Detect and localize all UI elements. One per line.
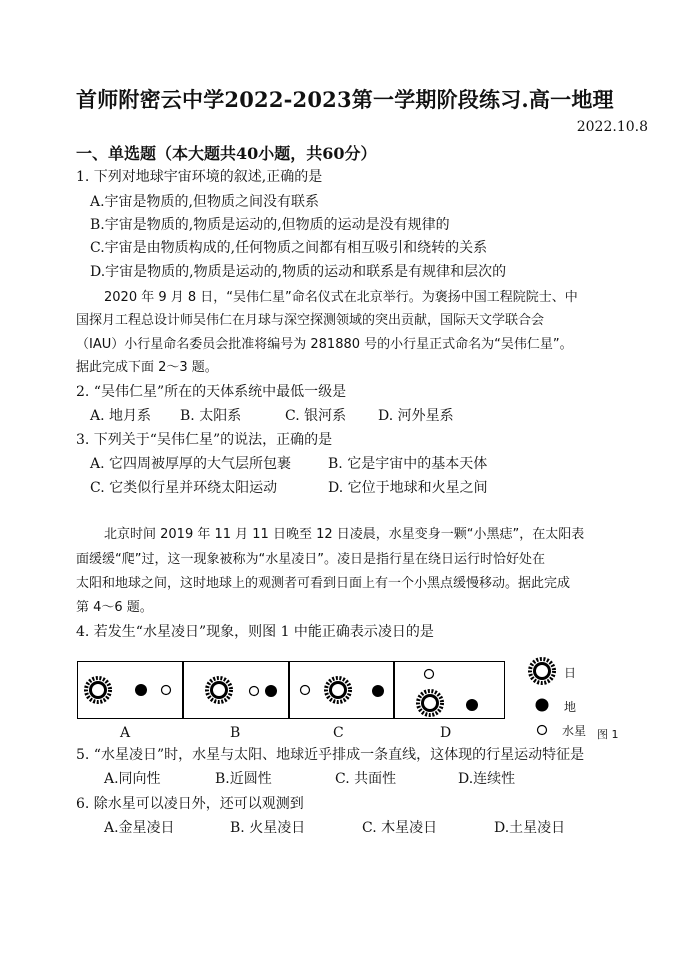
- question-2-option-c[interactable]: C. 银河系: [285, 408, 347, 424]
- figure-panel-label-a: A: [120, 725, 131, 741]
- question-6-option-c[interactable]: C. 木星凌日: [362, 820, 438, 836]
- sun-icon: [530, 659, 554, 683]
- sun-icon: [86, 678, 110, 702]
- figure-caption: 图 1: [597, 728, 619, 741]
- question-1-stem: 1. 下列对地球宇宙环境的叙述,正确的是: [76, 169, 323, 185]
- earth-icon: [135, 684, 147, 696]
- question-1-option-c[interactable]: C.宇宙是由物质构成的,任何物质之间都有相互吸引和绕转的关系: [90, 240, 488, 256]
- passage-2-line-2: 面缓缓“爬”过，这一现象被称为“水星凌日”。凌日是指行星在绕日运行时恰好处在: [76, 552, 545, 567]
- question-3-option-a[interactable]: A. 它四周被厚厚的大气层所包裹: [90, 456, 292, 472]
- question-5-option-a[interactable]: A.同向性: [104, 771, 161, 787]
- question-2-option-b[interactable]: B. 太阳系: [180, 408, 242, 424]
- passage-1-line-3: （IAU）小行星命名委员会批准将编号为 281880 号的小行星正式命名为“吴伟仁星”。: [76, 337, 573, 352]
- mercury-icon: [538, 726, 547, 735]
- question-5-option-b[interactable]: B.近圆性: [215, 771, 272, 787]
- passage-2-line-3: 太阳和地球之间，这时地球上的观测者可看到日面上有一个小黑点缓慢移动。据此完成: [76, 576, 571, 591]
- passage-1-line-1: 2020 年 9 月 8 日，“吴伟仁星”命名仪式在北京举行。为褒扬中国工程院院士、中: [104, 290, 578, 305]
- legend-earth-label: 地: [564, 700, 577, 714]
- legend-mercury-label: 水星: [562, 724, 587, 738]
- earth-icon: [466, 699, 478, 711]
- mercury-icon: [424, 669, 433, 678]
- figure-legend-symbols: [524, 655, 564, 755]
- mercury-icon: [161, 685, 170, 694]
- question-6-stem: 6. 除水星可以凌日外，还可以观测到: [76, 796, 304, 812]
- section-heading: 一、单选题（本大题共40小题，共60分）: [76, 144, 377, 163]
- sun-icon: [418, 691, 442, 715]
- earth-icon: [536, 699, 549, 712]
- question-3-option-c[interactable]: C. 它类似行星并环绕太阳运动: [90, 480, 278, 496]
- figure-panel-label-d: D: [440, 725, 452, 741]
- passage-2-line-1: 北京时间 2019 年 11 月 11 日晚至 12 日凌晨，水星变身一颗“小黑痣”，在太阳表: [104, 527, 585, 542]
- question-5-option-c[interactable]: C. 共面性: [335, 771, 397, 787]
- question-2-option-d[interactable]: D. 河外星系: [378, 408, 454, 424]
- question-6-option-d[interactable]: D.土星凌日: [494, 820, 566, 836]
- question-5-stem: 5. “水星凌日”时，水星与太阳、地球近乎排成一条直线，这体现的行星运动特征是: [76, 747, 585, 763]
- sun-icon: [326, 678, 350, 702]
- passage-2-line-4: 第 4～6 题。: [76, 600, 153, 615]
- question-2-stem: 2. “吴伟仁星”所在的天体系统中最低一级是: [76, 384, 347, 400]
- figure-1-diagram: [77, 661, 505, 719]
- question-3-stem: 3. 下列关于“吴伟仁星”的说法，正确的是: [76, 432, 333, 448]
- page-title: 首师附密云中学2022-2023第一学期阶段练习.高一地理: [76, 87, 614, 112]
- passage-1-line-2: 国探月工程总设计师吴伟仁在月球与深空探测领域的突出贡献，国际天文学联合会: [76, 313, 545, 328]
- question-5-option-d[interactable]: D.连续性: [458, 771, 516, 787]
- question-2-option-a[interactable]: A. 地月系: [90, 408, 152, 424]
- question-6-option-a[interactable]: A.金星凌日: [104, 820, 175, 836]
- exam-date: 2022.10.8: [576, 119, 648, 135]
- figure-panel-label-c: C: [333, 725, 344, 741]
- sun-icon: [207, 678, 231, 702]
- mercury-icon: [300, 685, 309, 694]
- question-1-option-a[interactable]: A.宇宙是物质的,但物质之间没有联系: [90, 194, 320, 210]
- mercury-icon: [249, 686, 258, 695]
- question-3-option-d[interactable]: D. 它位于地球和火星之间: [328, 480, 488, 496]
- figure-1-box: [77, 661, 505, 719]
- question-3-option-b[interactable]: B. 它是宇宙中的基本天体: [328, 456, 488, 472]
- earth-icon: [265, 685, 277, 697]
- legend-sun-label: 日: [564, 666, 577, 680]
- question-4-stem: 4. 若发生“水星凌日”现象，则图 1 中能正确表示凌日的是: [76, 624, 434, 640]
- figure-panel-label-b: B: [230, 725, 241, 741]
- earth-icon: [372, 685, 384, 697]
- question-1-option-d[interactable]: D.宇宙是物质的,物质是运动的,物质的运动和联系是有规律和层次的: [90, 264, 507, 280]
- question-6-option-b[interactable]: B. 火星凌日: [230, 820, 306, 836]
- question-1-option-b[interactable]: B.宇宙是物质的,物质是运动的,但物质的运动是没有规律的: [90, 217, 450, 233]
- passage-1-line-4: 据此完成下面 2～3 题。: [76, 360, 218, 375]
